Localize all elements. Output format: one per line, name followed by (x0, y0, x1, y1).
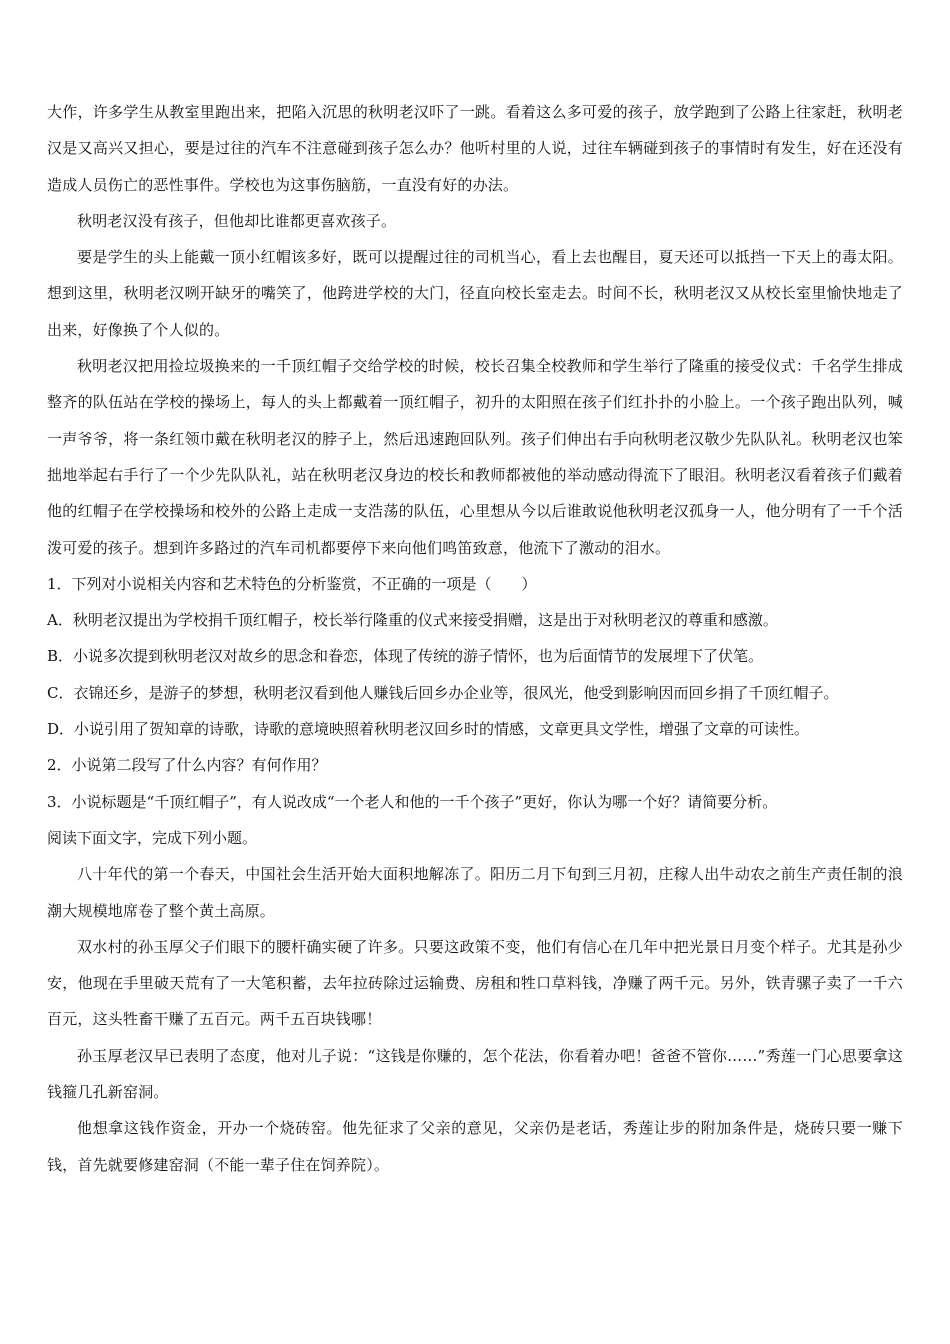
question-1: 1．下列对小说相关内容和艺术特色的分析鉴赏，不正确的一项是（ ） (47, 574, 537, 593)
question-1-option-c: C．衣锦还乡，是游子的梦想，秋明老汉看到他人赚钱后回乡办企业等，很风光，他受到影响因而回乡捐了千顶红帽子。 (47, 683, 839, 702)
reading-paragraph: 八十年代的第一个春天，中国社会生活开始大面积地解冻了。阳历二月下旬到三月初，庄稼人出牛动农之前生产责任制的浪潮大规模地席卷了整个黄土高原。 (47, 865, 903, 920)
reading-paragraph: 他想拿这钱作资金，开办一个烧砖窑。他先征求了父亲的意见，父亲仍是老话，秀莲让步的附加条件是，烧砖只要一赚下钱，首先就要修建窑洞（不能一辈子住在饲养院）。 (47, 1119, 903, 1174)
story-paragraph: 要是学生的头上能戴一顶小红帽该多好，既可以提醒过往的司机当心，看上去也醒目，夏天还可以抵挡一下天上的毒太阳。想到这里，秋明老汉咧开缺牙的嘴笑了，他跨进学校的大门，径直向校长室走去。时间不长，秋明老汉又从校长室里愉快地走了出来，好像换了个人似的。 (47, 248, 903, 339)
document-body (47, 94, 903, 1183)
question-2: 2．小说第二段写了什么内容？有何作用？ (47, 756, 327, 775)
story-paragraph: 大作，许多学生从教室里跑出来，把陷入沉思的秋明老汉吓了一跳。看着这么多可爱的孩子，放学跑到了公路上往家赶，秋明老汉是又高兴又担心，要是过往的汽车不注意碰到孩子怎么办？他听村里的人说，过往车辆碰到孩子的事情时有发生，好在还没有造成人员伤亡的恶性事件。学校也为这事伤脑筋，一直没有好的办法。 (47, 103, 903, 194)
question-1-option-a: A．秋明老汉提出为学校捐千顶红帽子，校长举行隆重的仪式来接受捐赠，这是出于对秋明老汉的尊重和感激。 (47, 611, 778, 630)
reading-instruction: 阅读下面文字，完成下列小题。 (47, 828, 258, 847)
story-paragraph: 秋明老汉把用捡垃圾换来的一千顶红帽子交给学校的时候，校长召集全校教师和学生举行了隆重的接受仪式：千名学生排成整齐的队伍站在学校的操场上，每人的头上都戴着一顶红帽子，初升的太阳照在孩子们红扑扑的小脸上。一个孩子跑出队列，喊一声爷爷，将一条红领巾戴在秋明老汉的脖子上，然后迅速跑回队列。孩子们伸出右手向秋明老汉敬少先队队礼。秋明老汉也笨拙地举起右手行了一个少先队队礼，站在秋明老汉身边的校长和教师都被他的举动感动得流下了眼泪。秋明老汉看着孩子们戴着他的红帽子在学校操场和校外的公路上走成一支浩荡的队伍，心里想从今以后谁敢说他秋明老汉孤身一人，他分明有了一千个活泼可爱的孩子。想到许多路过的汽车司机都要停下来向他们鸣笛致意，他流下了激动的泪水。 (47, 357, 903, 557)
story-paragraph: 秋明老汉没有孩子，但他却比谁都更喜欢孩子。 (77, 211, 397, 230)
reading-paragraph: 孙玉厚老汉早已表明了态度，他对儿子说：“这钱是你赚的，怎个花法，你看着办吧！爸爸不管你……”秀莲一门心思要拿这钱箍几孔新窑洞。 (47, 1046, 903, 1102)
question-3: 3．小说标题是“千顶红帽子”，有人说改成“一个老人和他的一千个孩子”更好，你认为哪一个好？请简要分析。 (47, 792, 778, 811)
question-1-option-b: B．小说多次提到秋明老汉对故乡的思念和眷恋，体现了传统的游子情怀，也为后面情节的发展埋下了伏笔。 (47, 647, 764, 666)
reading-paragraph: 双水村的孙玉厚父子们眼下的腰杆确实硬了许多。只要这政策不变，他们有信心在几年中把光景日月变个样子。尤其是孙少安，他现在手里破天荒有了一大笔积蓄，去年拉砖除过运输费、房租和牲口草料钱，净赚了两千元。另外，铁青骡子卖了一千六百元，这头牲畜干赚了五百元。两千五百块钱哪！ (47, 937, 903, 1029)
question-1-option-d: D．小说引用了贺知章的诗歌，诗歌的意境映照着秋明老汉回乡时的情感，文章更具文学性，增强了文章的可读性。 (47, 720, 810, 739)
